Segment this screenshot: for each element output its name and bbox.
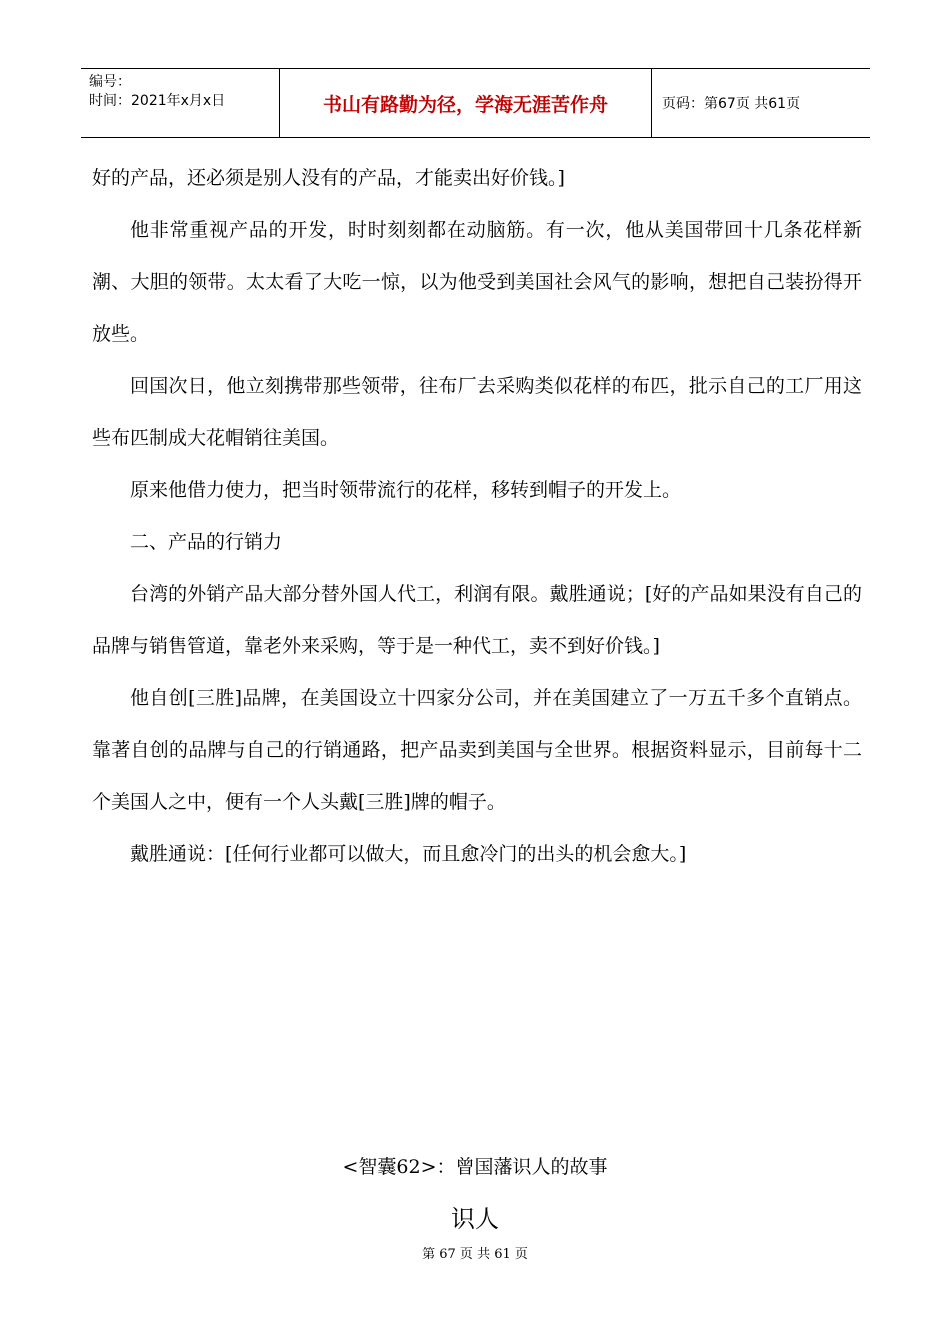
paragraph: 他自创[三胜]品牌，在美国设立十四家分公司，并在美国建立了一万五千多个直销点。靠著自创的品牌与自己的行销通路，把产品卖到美国与全世界。根据资料显示，目前每十二个美国人之中，便有一个人头戴[三胜]牌的帽子。 — [92, 687, 862, 813]
header-page-info: 页码：第67页 共61页 — [662, 96, 801, 112]
section-heading: 二、产品的行销力 — [130, 531, 283, 553]
page-header — [81, 68, 870, 138]
paragraph: 戴胜通说：[任何行业都可以做大，而且愈冷门的出头的机会愈大。] — [130, 843, 687, 865]
paragraph: 台湾的外销产品大部分替外国人代工，利润有限。戴胜通说；[好的产品如果没有自己的品牌与销售管道，靠老外来采购，等于是一种代工，卖不到好价钱。] — [92, 583, 862, 657]
date-label: 时间：2021年x月x日 — [89, 93, 226, 109]
page-footer: 第 67 页 共 61 页 — [422, 1247, 528, 1262]
header-motto: 书山有路勤为径，学海无涯苦作舟 — [280, 69, 652, 137]
story-heading: 识人 — [451, 1205, 499, 1233]
code-label: 编号： — [89, 74, 131, 90]
paragraph: 好的产品，还必须是别人没有的产品，才能卖出好价钱。] — [92, 167, 565, 189]
body-text — [92, 152, 862, 880]
paragraph: 原来他借力使力，把当时领带流行的花样，移转到帽子的开发上。 — [130, 479, 682, 501]
paragraph: 回国次日，他立刻携带那些领带，往布厂去采购类似花样的布匹，批示自己的工厂用这些布匹制成大花帽销往美国。 — [92, 375, 862, 449]
paragraph: 他非常重视产品的开发，时时刻刻都在动脑筋。有一次，他从美国带回十几条花样新潮、大胆的领带。太太看了大吃一惊，以为他受到美国社会风气的影响，想把自己装扮得开放些。 — [92, 219, 862, 345]
story-subtitle: <智囊62>：曾国藩识人的故事 — [342, 1156, 608, 1178]
header-meta — [81, 69, 280, 137]
